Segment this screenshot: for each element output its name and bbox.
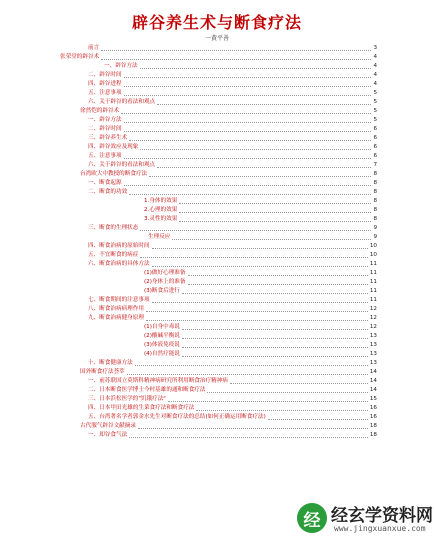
toc-dot-leader bbox=[179, 197, 371, 204]
toc-entry-label: 四、辟谷进程 bbox=[88, 81, 122, 87]
toc-entry[interactable] bbox=[80, 421, 377, 430]
toc-entry-page-number: 4 bbox=[373, 81, 377, 87]
document-author: 一黄平善 bbox=[204, 35, 229, 42]
toc-entry-page-number: 12 bbox=[369, 324, 377, 330]
toc-entry-label: 五、不宜断食的病症 bbox=[88, 252, 139, 258]
toc-entry-label: (1)做好心理准备 bbox=[144, 270, 186, 276]
toc-dot-leader bbox=[196, 404, 368, 411]
site-logo-icon: 经 bbox=[297, 503, 327, 533]
toc-entry[interactable] bbox=[88, 151, 377, 160]
toc-dot-leader bbox=[157, 98, 371, 105]
toc-dot-leader bbox=[140, 251, 368, 258]
toc-entry-label: 七、断食期间的注意事项 bbox=[88, 297, 150, 303]
toc-dot-leader bbox=[230, 377, 368, 384]
toc-entry[interactable] bbox=[88, 79, 377, 88]
toc-entry[interactable] bbox=[88, 250, 377, 259]
toc-entry-page-number: 11 bbox=[369, 279, 377, 285]
toc-entry[interactable] bbox=[88, 88, 377, 97]
toc-entry-label: 四、辟谷效应及现象 bbox=[88, 144, 139, 150]
toc-dot-leader bbox=[149, 170, 371, 177]
toc-entry-page-number: 9 bbox=[373, 225, 377, 231]
toc-entry-page-number: 8 bbox=[373, 189, 377, 195]
toc-entry-label: (3)体液免疫说 bbox=[144, 342, 180, 348]
toc-dot-leader bbox=[179, 215, 371, 222]
toc-dot-leader bbox=[182, 287, 368, 294]
document-title: 辟谷养生术与断食疗法 bbox=[131, 13, 302, 32]
toc-entry-label: 徐然恺的辟谷术 bbox=[80, 108, 120, 114]
toc-entry-label: (2)身体上的准备 bbox=[144, 279, 186, 285]
toc-entry-page-number: 7 bbox=[373, 162, 377, 168]
toc-entry-page-number: 11 bbox=[369, 297, 377, 303]
toc-entry[interactable] bbox=[88, 160, 377, 169]
toc-dot-leader bbox=[101, 44, 371, 51]
toc-entry-page-number: 8 bbox=[373, 198, 377, 204]
toc-entry-page-number: 5 bbox=[373, 108, 377, 114]
toc-entry[interactable] bbox=[88, 241, 377, 250]
toc-entry-label: 四、日本甲田光雄的生菜食疗法和断食疗法 bbox=[88, 405, 195, 411]
toc-dot-leader bbox=[268, 413, 368, 420]
toc-entry[interactable] bbox=[88, 394, 377, 403]
toc-dot-leader bbox=[124, 89, 372, 96]
toc-entry-page-number: 4 bbox=[373, 54, 377, 60]
toc-dot-leader bbox=[124, 179, 372, 186]
toc-entry-label: (4)自然疗能说 bbox=[144, 351, 180, 357]
toc-entry-page-number: 8 bbox=[373, 171, 377, 177]
toc-entry-label: 六、关于辟谷的看法和观点 bbox=[88, 162, 156, 168]
toc-entry-page-number: 15 bbox=[369, 396, 377, 402]
toc-entry-page-number: 10 bbox=[369, 243, 377, 249]
site-watermark bbox=[297, 497, 431, 545]
toc-entry-page-number: 6 bbox=[373, 126, 377, 132]
toc-entry-page-number: 8 bbox=[373, 207, 377, 213]
toc-dot-leader bbox=[124, 80, 372, 87]
toc-entry[interactable] bbox=[88, 115, 377, 124]
toc-entry-label: 前言 bbox=[88, 45, 100, 51]
toc-dot-leader bbox=[188, 278, 368, 285]
toc-entry-page-number: 13 bbox=[369, 360, 377, 366]
toc-entry-label: 一、辟谷方法 bbox=[88, 117, 122, 123]
toc-entry[interactable] bbox=[144, 214, 377, 223]
toc-entry-label: 国外断食疗法荟萃 bbox=[80, 369, 125, 375]
toc-entry[interactable] bbox=[144, 268, 377, 277]
toc-dot-leader bbox=[182, 350, 368, 357]
toc-entry[interactable] bbox=[88, 358, 377, 367]
toc-entry-page-number: 5 bbox=[373, 99, 377, 105]
toc-entry-page-number: 16 bbox=[369, 414, 377, 420]
toc-entry-page-number: 6 bbox=[373, 153, 377, 159]
toc-dot-leader bbox=[127, 368, 368, 375]
toc-entry-page-number: 6 bbox=[373, 144, 377, 150]
toc-entry-page-number: 13 bbox=[369, 333, 377, 339]
toc-entry[interactable] bbox=[144, 277, 377, 286]
toc-entry[interactable] bbox=[88, 313, 377, 322]
toc-dot-leader bbox=[129, 431, 368, 438]
toc-entry-label: 一、辟谷方法 bbox=[104, 63, 138, 69]
toc-entry-label: 二、日本断食医学博士今村基雄的通和断食疗法 bbox=[88, 387, 206, 393]
toc-entry-label: 九、断食治病健身原理 bbox=[88, 315, 144, 321]
toc-dot-leader bbox=[124, 71, 372, 78]
toc-entry-label: (3)断食后进行 bbox=[144, 288, 180, 294]
toc-entry-label: 六、断食治病的具体方法 bbox=[88, 261, 150, 267]
toc-entry[interactable] bbox=[88, 376, 377, 385]
toc-entry[interactable] bbox=[80, 106, 377, 115]
toc-entry[interactable] bbox=[88, 70, 377, 79]
toc-dot-leader bbox=[157, 161, 371, 168]
toc-entry[interactable] bbox=[88, 304, 377, 313]
toc-entry-label: 1.身体的效果 bbox=[144, 198, 178, 204]
toc-entry-label: 六、关于辟谷的看法和观点 bbox=[88, 99, 156, 105]
toc-entry-label: 十、断食健康方法 bbox=[88, 360, 133, 366]
toc-entry-label: 二、辟谷时间 bbox=[88, 72, 122, 78]
toc-entry-page-number: 8 bbox=[373, 180, 377, 186]
toc-entry-page-number: 12 bbox=[369, 315, 377, 321]
toc-entry[interactable] bbox=[144, 349, 377, 358]
toc-entry[interactable] bbox=[144, 205, 377, 214]
toc-entry-page-number: 12 bbox=[369, 306, 377, 312]
toc-entry[interactable] bbox=[144, 322, 377, 331]
toc-entry[interactable] bbox=[88, 142, 377, 151]
toc-entry-page-number: 14 bbox=[369, 369, 377, 375]
toc-entry-label: 二、断食的功效 bbox=[88, 189, 128, 195]
toc-dot-leader bbox=[168, 395, 368, 402]
toc-dot-leader bbox=[124, 152, 372, 159]
toc-entry-label: 生理反应 bbox=[148, 234, 171, 240]
toc-entry-page-number: 13 bbox=[369, 351, 377, 357]
toc-entry-label: 五、注意事项 bbox=[88, 153, 122, 159]
toc-entry[interactable] bbox=[80, 169, 377, 178]
toc-entry-page-number: 18 bbox=[369, 432, 377, 438]
toc-entry-page-number: 9 bbox=[373, 234, 377, 240]
toc-entry[interactable] bbox=[144, 331, 377, 340]
toc-entry[interactable] bbox=[148, 232, 377, 241]
toc-dot-leader bbox=[207, 386, 367, 393]
toc-entry-page-number: 4 bbox=[373, 63, 377, 69]
toc-dot-leader bbox=[146, 305, 368, 312]
toc-dot-leader bbox=[140, 224, 371, 231]
toc-dot-leader bbox=[101, 53, 371, 60]
toc-dot-leader bbox=[124, 116, 372, 123]
toc-entry-page-number: 4 bbox=[373, 72, 377, 78]
toc-entry-label: 四、断食治病的原始时间 bbox=[88, 243, 150, 249]
toc-dot-leader bbox=[146, 314, 368, 321]
toc-dot-leader bbox=[140, 62, 372, 69]
toc-entry[interactable] bbox=[80, 367, 377, 376]
toc-entry-page-number: 13 bbox=[369, 342, 377, 348]
toc-entry-label: 二、辟谷时间 bbox=[88, 126, 122, 132]
toc-entry[interactable] bbox=[60, 52, 377, 61]
toc-entry[interactable] bbox=[88, 259, 377, 268]
toc-entry-page-number: 14 bbox=[369, 387, 377, 393]
toc-dot-leader bbox=[121, 107, 371, 114]
toc-entry[interactable] bbox=[88, 403, 377, 412]
toc-entry[interactable] bbox=[88, 124, 377, 133]
toc-entry-label: 一、前苏联国立莫斯科精神病研究所利用断食治疗精神病 bbox=[88, 378, 228, 384]
toc-entry[interactable] bbox=[88, 97, 377, 106]
toc-entry-label: 八、断食治病病理作用 bbox=[88, 306, 144, 312]
toc-entry-label: 古代服气辟谷文献摘录 bbox=[80, 423, 136, 429]
site-name: 经玄学资料网 bbox=[331, 506, 433, 526]
toc-entry-label: 张荣堂的辟谷术 bbox=[60, 54, 100, 60]
toc-entry-label: 五、注意事项 bbox=[88, 90, 122, 96]
toc-dot-leader bbox=[182, 341, 368, 348]
toc-entry[interactable] bbox=[88, 223, 377, 232]
toc-dot-leader bbox=[129, 134, 371, 141]
toc-entry-label: (2)酸碱平衡说 bbox=[144, 333, 180, 339]
toc-entry[interactable] bbox=[88, 385, 377, 394]
toc-dot-leader bbox=[152, 242, 368, 249]
toc-entry-page-number: 18 bbox=[369, 423, 377, 429]
toc-dot-leader bbox=[179, 206, 371, 213]
toc-entry-label: 一、断食起源 bbox=[88, 180, 122, 186]
toc-dot-leader bbox=[182, 323, 368, 330]
toc-dot-leader bbox=[152, 296, 368, 303]
toc-entry-page-number: 11 bbox=[369, 270, 377, 276]
toc-entry-label: 一、却谷食气法 bbox=[88, 432, 128, 438]
toc-entry-label: 2.心理的效果 bbox=[144, 207, 178, 213]
toc-entry[interactable] bbox=[88, 133, 377, 142]
toc-entry-page-number: 5 bbox=[373, 117, 377, 123]
toc-entry-page-number: 5 bbox=[373, 90, 377, 96]
toc-entry[interactable] bbox=[104, 61, 377, 70]
toc-entry[interactable] bbox=[88, 412, 377, 421]
toc-dot-leader bbox=[135, 359, 368, 366]
toc-entry[interactable] bbox=[144, 340, 377, 349]
toc-entry[interactable] bbox=[88, 187, 377, 196]
toc-entry-page-number: 11 bbox=[369, 288, 377, 294]
toc-entry-label: 三、辟谷养生术 bbox=[88, 135, 128, 141]
toc-entry-label: 五、台湾著名学者郭金水先生对断食疗法的总结(如何正确运用断食疗法) bbox=[88, 414, 266, 420]
toc-entry[interactable] bbox=[144, 286, 377, 295]
toc-dot-leader bbox=[172, 233, 371, 240]
toc-entry[interactable] bbox=[88, 430, 377, 439]
toc-entry-page-number: 3 bbox=[373, 45, 377, 51]
toc-entry[interactable] bbox=[88, 295, 377, 304]
toc-entry[interactable] bbox=[144, 196, 377, 205]
toc-entry-page-number: 11 bbox=[369, 261, 377, 267]
toc-entry-page-number: 16 bbox=[369, 405, 377, 411]
toc-dot-leader bbox=[152, 260, 368, 267]
toc-entry[interactable] bbox=[88, 178, 377, 187]
toc-dot-leader bbox=[188, 269, 368, 276]
toc-entry-label: 台湾欧大中教授的断食疗法 bbox=[80, 171, 148, 177]
toc-dot-leader bbox=[124, 125, 372, 132]
toc-entry-label: 三、断食的生理状态 bbox=[88, 225, 139, 231]
site-url[interactable]: www.jingxuanxue.com bbox=[334, 524, 426, 533]
toc-entry-label: 3.灵性的效果 bbox=[144, 216, 178, 222]
toc-dot-leader bbox=[182, 332, 368, 339]
toc-entry-page-number: 14 bbox=[369, 378, 377, 384]
toc-entry[interactable] bbox=[88, 43, 377, 52]
toc-entry-page-number: 6 bbox=[373, 135, 377, 141]
toc-entry-label: (1)自身中毒说 bbox=[144, 324, 180, 330]
toc-dot-leader bbox=[138, 422, 368, 429]
toc-entry-page-number: 10 bbox=[369, 252, 377, 258]
toc-entry-label: 三、日本浜松医学的"饥饿疗法" bbox=[88, 396, 166, 402]
toc-entry-page-number: 8 bbox=[373, 216, 377, 222]
toc-dot-leader bbox=[140, 143, 371, 150]
toc-dot-leader bbox=[129, 188, 371, 195]
